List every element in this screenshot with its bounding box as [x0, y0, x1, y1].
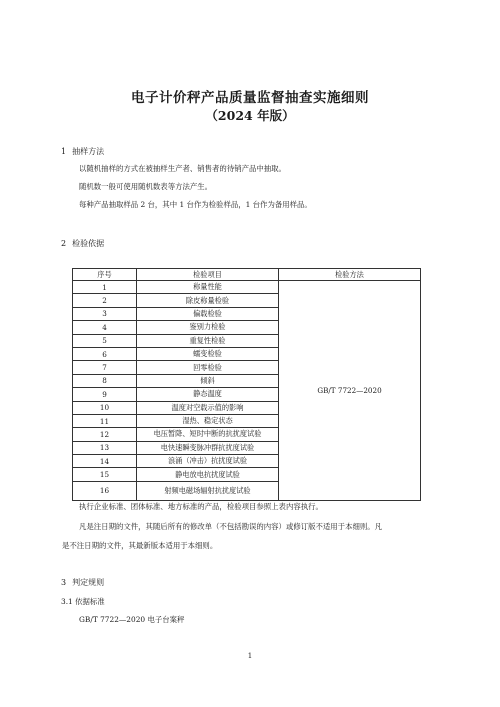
- row-item: 电快速瞬变脉冲群抗扰度试验: [137, 441, 279, 454]
- document-title: 电子计价秤产品质量监督抽查实施细则: [131, 90, 369, 106]
- section-number: 1: [61, 147, 67, 156]
- row-item: 倾斜: [137, 374, 279, 387]
- row-item: 静态温度: [137, 388, 279, 401]
- note-paragraph-1: 执行企业标准、团体标准、地方标准的产品，检验项目参照上表内容执行。: [79, 502, 323, 511]
- section-title: 抽样方法: [72, 147, 105, 156]
- section-2-heading: [61, 238, 104, 249]
- inspection-table: [72, 268, 421, 501]
- standard-reference: GB/T 7722—2020 电子台案秤: [79, 615, 185, 624]
- header-index: 序号: [73, 269, 137, 281]
- row-item: 偏载检验: [137, 307, 279, 320]
- row-index: 15: [73, 468, 137, 481]
- row-item: 温度对空载示值的影响: [137, 401, 279, 414]
- row-index: 13: [73, 441, 137, 454]
- page-number: 1: [247, 652, 253, 660]
- row-index: 14: [73, 455, 137, 468]
- row-index: 16: [73, 481, 137, 500]
- row-item: 鉴别力检验: [137, 321, 279, 334]
- subsection-3-1-heading: [61, 597, 105, 607]
- header-item: 检验项目: [137, 269, 279, 281]
- section-title: 判定规则: [72, 578, 105, 587]
- section-1-heading: [61, 146, 104, 157]
- table-header-row: [73, 269, 421, 281]
- row-item: 电压暂降、短时中断的抗扰度试验: [137, 428, 279, 441]
- document-subtitle: （2024 年版）: [205, 108, 295, 123]
- row-item: 湿热、稳定状态: [137, 414, 279, 427]
- row-index: 4: [73, 321, 137, 334]
- table-row: [73, 281, 421, 294]
- row-item: 称量性能: [137, 281, 279, 294]
- section-number: 3: [61, 578, 67, 587]
- sampling-line-1: 以随机抽样的方式在被抽样生产者、销售者的待销产品中抽取。: [79, 164, 286, 173]
- row-index: 9: [73, 388, 137, 401]
- row-index: 12: [73, 428, 137, 441]
- section-number: 2: [61, 239, 67, 248]
- row-index: 10: [73, 401, 137, 414]
- row-item: 射频电磁场辐射抗扰度试验: [137, 481, 279, 500]
- row-index: 1: [73, 281, 137, 294]
- row-index: 8: [73, 374, 137, 387]
- sampling-line-3: 每种产品抽取样品 2 台，其中 1 台作为检验样品，1 台作为备用样品。: [79, 200, 312, 209]
- method-cell: GB/T 7722—2020: [279, 281, 421, 501]
- row-item: 重复性检验: [137, 334, 279, 347]
- row-index: 11: [73, 414, 137, 427]
- row-index: 7: [73, 361, 137, 374]
- row-item: 浪涌（冲击）抗扰度试验: [137, 455, 279, 468]
- row-index: 3: [73, 307, 137, 320]
- row-index: 5: [73, 334, 137, 347]
- note-paragraph-2-line-2: 是不注日期的文件，其最新版本适用于本细则。: [62, 541, 218, 550]
- subsection-title: 依据标准: [75, 597, 105, 606]
- note-paragraph-2-line-1: 凡是注日期的文件，其随后所有的修改单（不包括勘误的内容）或修订版不适用于本细则。凡: [79, 522, 383, 531]
- row-index: 2: [73, 294, 137, 307]
- row-item: 除皮称量检验: [137, 294, 279, 307]
- header-method: 检验方法: [279, 269, 421, 281]
- section-title: 检验依据: [72, 239, 105, 248]
- row-item: 静电放电抗扰度试验: [137, 468, 279, 481]
- row-index: 6: [73, 347, 137, 360]
- subsection-number: 3.1: [61, 597, 73, 606]
- sampling-line-2: 随机数一般可使用随机数表等方法产生。: [79, 182, 213, 191]
- row-item: 蠕变检验: [137, 347, 279, 360]
- section-3-heading: [61, 577, 104, 588]
- row-item: 回零检验: [137, 361, 279, 374]
